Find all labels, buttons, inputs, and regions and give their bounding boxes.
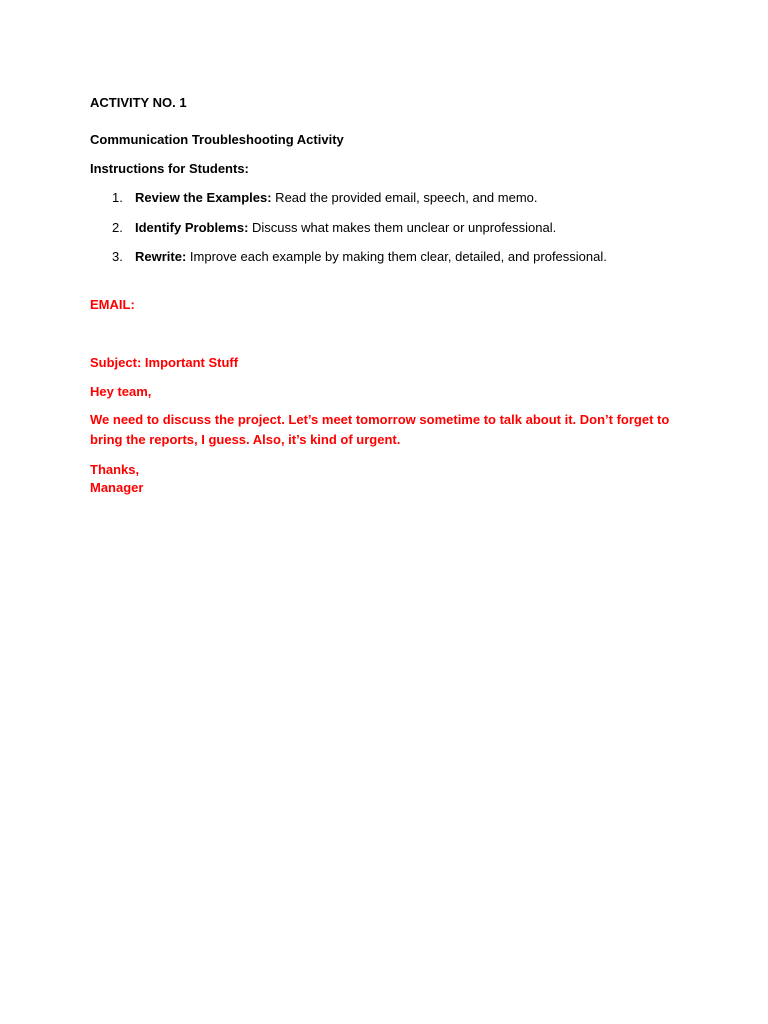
instruction-label: Rewrite: [135, 249, 187, 264]
email-signoff: Thanks, [90, 462, 140, 477]
email-body: We need to discuss the project. Let’s meet tomorrow sometime to talk about it. Don’t forget to bring the reports, I guess. Also, it’s kind of urgent. [90, 412, 670, 447]
instruction-item-1 [112, 189, 538, 207]
instruction-item-2 [112, 219, 556, 237]
instruction-number: 3. [112, 249, 123, 264]
email-signature: Manager [90, 480, 144, 495]
email-heading: EMAIL: [90, 297, 135, 312]
instruction-item-3 [112, 248, 607, 266]
instruction-text: Improve each example by making them clear, detailed, and professional. [186, 249, 607, 264]
instruction-number: 2. [112, 220, 123, 235]
activity-title: ACTIVITY NO. 1 [90, 95, 187, 110]
instructions-heading: Instructions for Students: [90, 161, 249, 176]
instruction-text: Read the provided email, speech, and memo. [271, 190, 538, 205]
email-greeting: Hey team, [90, 384, 152, 399]
instruction-label: Identify Problems: [135, 220, 249, 235]
instruction-label: Review the Examples: [135, 190, 272, 205]
activity-name: Communication Troubleshooting Activity [90, 132, 344, 147]
email-subject: Subject: Important Stuff [90, 355, 239, 370]
instruction-text: Discuss what makes them unclear or unprofessional. [248, 220, 557, 235]
instruction-number: 1. [112, 190, 123, 205]
